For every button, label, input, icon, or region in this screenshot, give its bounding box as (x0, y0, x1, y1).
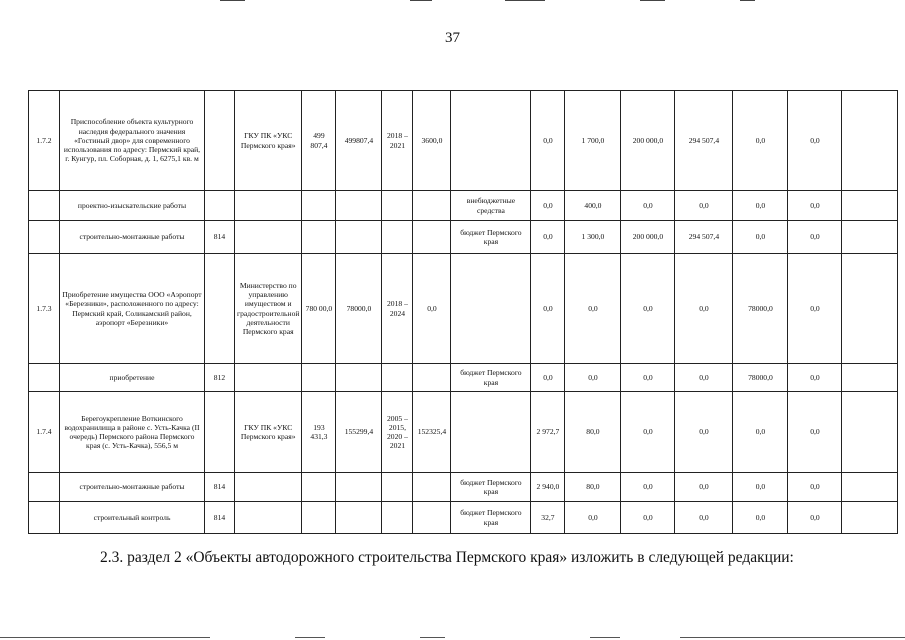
year-value-cell: 0,0 (788, 364, 842, 392)
empty-cell (842, 221, 898, 254)
section-instruction: 2.3. раздел 2 «Объекты автодорожного строительства Пермского края» изложить в следующей редакции: (100, 549, 794, 566)
funding-source-cell: бюджет Пермского края (451, 502, 531, 534)
year-value-cell: 32,7 (531, 502, 565, 534)
object-name-cell: строительно-монтажные работы (60, 221, 205, 254)
remaining-cost-cell (413, 473, 451, 502)
budget-code-cell: 814 (205, 502, 235, 534)
empty-cell (842, 91, 898, 191)
year-value-cell: 0,0 (621, 191, 675, 221)
year-value-cell: 0,0 (675, 191, 733, 221)
table-row (29, 473, 898, 502)
year-value-cell: 0,0 (788, 91, 842, 191)
year-value-cell: 0,0 (733, 392, 788, 473)
object-code-cell (29, 191, 60, 221)
budget-code-cell: 814 (205, 473, 235, 502)
object-name-cell: проектно-изыскательские работы (60, 191, 205, 221)
year-value-cell: 0,0 (531, 91, 565, 191)
object-code-cell: 1.7.3 (29, 254, 60, 364)
budget-code-cell (205, 91, 235, 191)
year-value-cell: 0,0 (733, 473, 788, 502)
table-row (29, 392, 898, 473)
empty-cell (842, 502, 898, 534)
estimated-cost-cell: 499807,4 (336, 91, 382, 191)
year-value-cell: 0,0 (675, 473, 733, 502)
investment-table (28, 90, 898, 534)
year-value-cell: 0,0 (675, 502, 733, 534)
period-cell (382, 191, 413, 221)
funding-source-cell: бюджет Пермского края (451, 221, 531, 254)
year-value-cell: 78000,0 (733, 364, 788, 392)
customer-cell (235, 364, 302, 392)
year-value-cell: 0,0 (675, 364, 733, 392)
year-value-cell: 0,0 (621, 254, 675, 364)
capacity-cell: 780 00,0 (302, 254, 336, 364)
customer-cell (235, 221, 302, 254)
empty-cell (842, 364, 898, 392)
year-value-cell: 2 972,7 (531, 392, 565, 473)
estimated-cost-cell: 78000,0 (336, 254, 382, 364)
budget-code-cell (205, 191, 235, 221)
remaining-cost-cell (413, 502, 451, 534)
capacity-cell (302, 473, 336, 502)
object-name-cell: строительный контроль (60, 502, 205, 534)
bottom-edge-line (295, 637, 325, 638)
period-cell (382, 221, 413, 254)
year-value-cell: 0,0 (675, 254, 733, 364)
year-value-cell: 0,0 (531, 364, 565, 392)
year-value-cell: 294 507,4 (675, 221, 733, 254)
table-row (29, 254, 898, 364)
year-value-cell: 0,0 (733, 221, 788, 254)
year-value-cell: 80,0 (565, 473, 621, 502)
year-value-cell: 0,0 (788, 254, 842, 364)
table-row (29, 221, 898, 254)
capacity-cell: 193 431,3 (302, 392, 336, 473)
object-code-cell (29, 364, 60, 392)
funding-source-cell (451, 91, 531, 191)
empty-cell (842, 191, 898, 221)
object-code-cell: 1.7.2 (29, 91, 60, 191)
customer-cell (235, 473, 302, 502)
year-value-cell: 200 000,0 (621, 221, 675, 254)
year-value-cell: 294 507,4 (675, 91, 733, 191)
object-name-cell: строительно-монтажные работы (60, 473, 205, 502)
estimated-cost-cell (336, 364, 382, 392)
period-cell: 2018 – 2021 (382, 91, 413, 191)
year-value-cell: 0,0 (733, 91, 788, 191)
year-value-cell: 0,0 (531, 254, 565, 364)
object-name-cell: Приспособление объекта культурного наследия федерального значения «Гостиный двор» для современного использования по адресу: Пермский край, г. Кунгур, пл. Соборная, д. 1, 6275,1 кв. м (60, 91, 205, 191)
object-code-cell (29, 473, 60, 502)
year-value-cell: 78000,0 (733, 254, 788, 364)
budget-code-cell: 814 (205, 221, 235, 254)
object-code-cell (29, 502, 60, 534)
year-value-cell: 0,0 (531, 191, 565, 221)
empty-cell (842, 254, 898, 364)
remaining-cost-cell: 3600,0 (413, 91, 451, 191)
funding-source-cell: бюджет Пермского края (451, 364, 531, 392)
estimated-cost-cell: 155299,4 (336, 392, 382, 473)
table-row (29, 502, 898, 534)
remaining-cost-cell (413, 221, 451, 254)
object-name-cell: Берегоукрепление Воткинского водохранилища в районе с. Усть-Качка (II очередь) Пермского района Пермского края (с. Усть-Качка), 556,5 м (60, 392, 205, 473)
customer-cell: Министерство по управлению имуществом и градостроительной деятельности Пермского края (235, 254, 302, 364)
estimated-cost-cell (336, 473, 382, 502)
year-value-cell: 0,0 (788, 221, 842, 254)
top-edge-line (505, 0, 545, 1)
top-edge-line (640, 0, 665, 1)
year-value-cell: 0,0 (621, 502, 675, 534)
object-code-cell: 1.7.4 (29, 392, 60, 473)
year-value-cell: 0,0 (531, 221, 565, 254)
page-number: 37 (445, 30, 460, 46)
period-cell: 2005 – 2015, 2020 – 2021 (382, 392, 413, 473)
capacity-cell: 499 807,4 (302, 91, 336, 191)
year-value-cell: 2 940,0 (531, 473, 565, 502)
customer-cell: ГКУ ПК «УКС Пермского края» (235, 392, 302, 473)
period-cell (382, 364, 413, 392)
budget-code-cell (205, 392, 235, 473)
top-edge-line (220, 0, 245, 1)
customer-cell (235, 191, 302, 221)
top-edge-line (740, 0, 755, 1)
period-cell (382, 502, 413, 534)
object-code-cell (29, 221, 60, 254)
remaining-cost-cell: 0,0 (413, 254, 451, 364)
estimated-cost-cell (336, 221, 382, 254)
bottom-edge-line (680, 637, 905, 638)
year-value-cell: 0,0 (621, 364, 675, 392)
year-value-cell: 0,0 (733, 502, 788, 534)
year-value-cell: 0,0 (675, 392, 733, 473)
funding-source-cell (451, 254, 531, 364)
bottom-edge-line (590, 637, 620, 638)
year-value-cell: 200 000,0 (621, 91, 675, 191)
year-value-cell: 400,0 (565, 191, 621, 221)
empty-cell (842, 392, 898, 473)
table-row (29, 91, 898, 191)
remaining-cost-cell (413, 364, 451, 392)
year-value-cell: 0,0 (788, 502, 842, 534)
funding-source-cell: внебюджетные средства (451, 191, 531, 221)
empty-cell (842, 473, 898, 502)
top-edge-line (410, 0, 432, 1)
year-value-cell: 1 300,0 (565, 221, 621, 254)
object-name-cell: Приобретение имущества ООО «Аэропорт «Березники», расположенного по адресу: Пермский край, Соликамский район, аэропорт «Березники» (60, 254, 205, 364)
year-value-cell: 0,0 (621, 392, 675, 473)
year-value-cell: 0,0 (565, 364, 621, 392)
remaining-cost-cell (413, 191, 451, 221)
year-value-cell: 80,0 (565, 392, 621, 473)
year-value-cell: 0,0 (733, 191, 788, 221)
table-row (29, 191, 898, 221)
funding-source-cell: бюджет Пермского края (451, 473, 531, 502)
capacity-cell (302, 502, 336, 534)
period-cell (382, 473, 413, 502)
capacity-cell (302, 364, 336, 392)
year-value-cell: 0,0 (788, 473, 842, 502)
capacity-cell (302, 221, 336, 254)
year-value-cell: 1 700,0 (565, 91, 621, 191)
bottom-edge-line (0, 637, 210, 638)
year-value-cell: 0,0 (565, 502, 621, 534)
year-value-cell: 0,0 (788, 392, 842, 473)
funding-source-cell (451, 392, 531, 473)
budget-code-cell: 812 (205, 364, 235, 392)
year-value-cell: 0,0 (621, 473, 675, 502)
object-name-cell: приобретение (60, 364, 205, 392)
remaining-cost-cell: 152325,4 (413, 392, 451, 473)
period-cell: 2018 – 2024 (382, 254, 413, 364)
customer-cell (235, 502, 302, 534)
customer-cell: ГКУ ПК «УКС Пермского края» (235, 91, 302, 191)
capacity-cell (302, 191, 336, 221)
bottom-edge-line (420, 637, 445, 638)
budget-code-cell (205, 254, 235, 364)
year-value-cell: 0,0 (788, 191, 842, 221)
estimated-cost-cell (336, 502, 382, 534)
estimated-cost-cell (336, 191, 382, 221)
table-row (29, 364, 898, 392)
year-value-cell: 0,0 (565, 254, 621, 364)
